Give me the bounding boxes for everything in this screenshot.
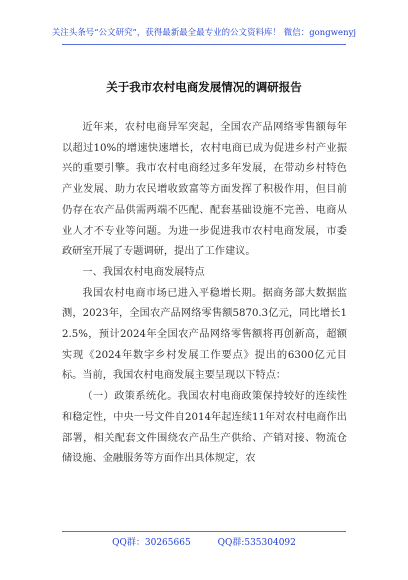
section-heading: 一、我国农村电商发展特点 [82, 266, 205, 278]
paragraph-market: 我国农村电商市场已进入平稳增长期。据商务部大数据监测，2023年，全国农产品网络零售额5870.3亿元，同比增长12.5%，预计2024年全国农产品网络零售额将再创新高，超额实现《2024年数字乡村发展工作要点》提出的6300亿元目标。当前，我国农村电商发展主要呈现以下特点： [62, 287, 347, 382]
document-body [62, 118, 347, 470]
paragraph-policy: （一）政策系统化。我国农村电商政策保持较好的连续性和稳定性，中央一号文件自2014年起连续11年对农村电商作出部署，相关配套文件围绕农产品生产供给、产销对接、物流仓储设施、金融服务等方面作出具体规定，农 [62, 391, 347, 465]
footer-note [0, 535, 408, 548]
document-title: 关于我市农村电商发展情况的调研报告 [106, 80, 302, 94]
header-divider [62, 44, 346, 45]
footer-qq-group-1: QQ群：30265665 [112, 538, 191, 548]
paragraph-intro: 近年来，农村电商异军突起，全国农产品网络零售额每年以超过10%的增速快速增长，农村电商已成为促进乡村产业振兴的重要引擎。我市农村电商经过多年发展，在带动乡村特色产业发展、助力农民增收致富等方面发挥了积极作用，但目前仍存在农产品供需两端不匹配、配套基础设施不完善、电商从业人才不专业等问题。为进一步促进我市农村电商发展，市委政研室开展了专题调研，提出了工作建议。 [62, 122, 347, 258]
footer-divider [62, 531, 346, 532]
header-note: 关注头条号“公文研究”，获得最新最全最专业的公文资料库！ 微信：gongwenyj [51, 27, 357, 37]
footer-qq-group-2: QQ群:535304092 [217, 538, 296, 548]
